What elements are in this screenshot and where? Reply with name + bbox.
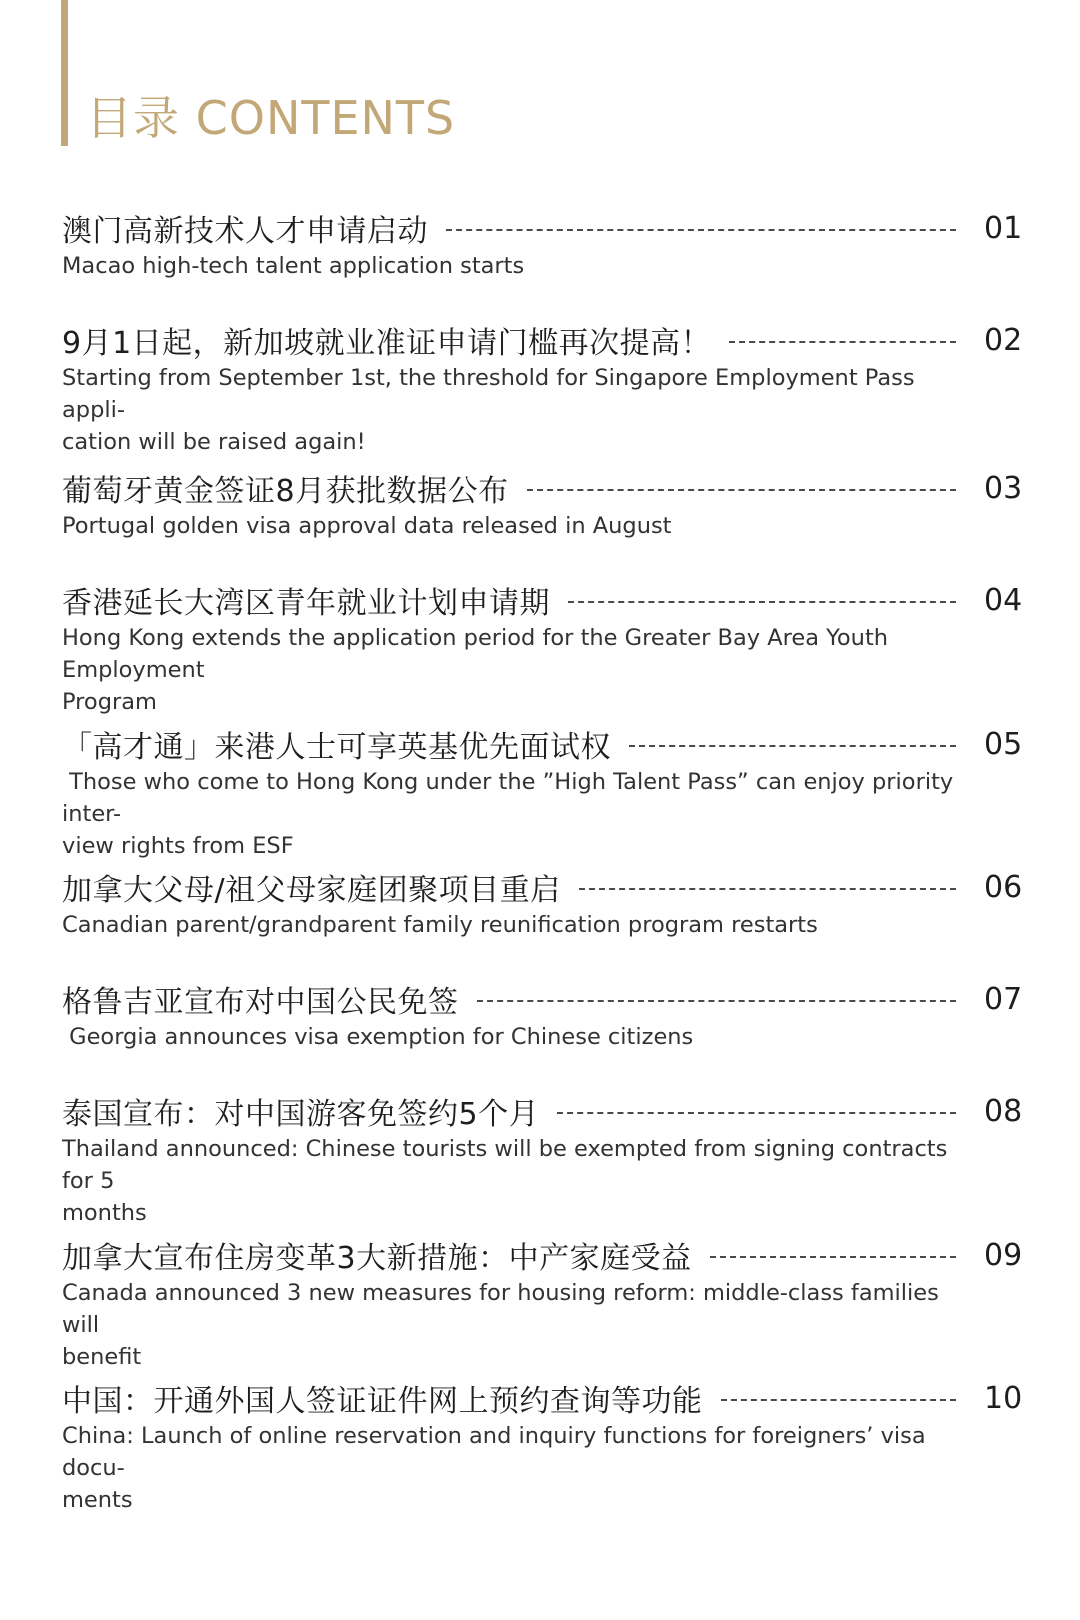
toc-entry-title-en: Canada announced 3 new measures for housing reform: middle-class families will benefit	[62, 1280, 939, 1370]
toc-entry-title-zh: 泰国宣布：对中国游客免签约5个月	[62, 1097, 540, 1132]
toc-page-number: 07	[984, 981, 1023, 1017]
toc-entry-title-zh: 格鲁吉亚宣布对中国公民免签	[62, 985, 459, 1020]
toc-entry-title-zh: 加拿大宣布住房变革3大新措施：中产家庭受益	[62, 1241, 692, 1276]
toc-entry-title-en: Macao high-tech talent application starts	[62, 253, 525, 279]
page-title: 目录 CONTENTS	[86, 91, 456, 145]
toc-entry-title-zh: 9月1日起，新加坡就业准证申请门槛再次提高！	[62, 326, 712, 361]
toc-entry-06[interactable]	[62, 865, 1024, 941]
toc-entry-04[interactable]	[62, 578, 1024, 718]
toc-page-number: 10	[984, 1380, 1023, 1416]
toc-entry-01[interactable]	[62, 206, 1024, 282]
toc-page-number: 09	[984, 1237, 1023, 1273]
toc-entry-title-zh: 葡萄牙黄金签证8月获批数据公布	[62, 474, 509, 509]
toc-entry-title-zh: 中国：开通外国人签证证件网上预约查询等功能	[62, 1384, 703, 1419]
toc-dotted-leader	[477, 1000, 957, 1002]
toc-entry-08[interactable]	[62, 1089, 1024, 1229]
toc-page-number: 08	[984, 1093, 1023, 1129]
toc-entry-02[interactable]	[62, 318, 1024, 458]
toc-entry-title-en: Those who come to Hong Kong under the ”High Talent Pass” can enjoy priority inter- view rights from ESF	[62, 769, 954, 859]
toc-dotted-leader	[579, 888, 956, 890]
toc-entry-title-zh: 加拿大父母/祖父母家庭团聚项目重启	[62, 873, 561, 908]
toc-page-number: 06	[984, 869, 1023, 905]
toc-entry-title-en: Starting from September 1st, the threshold for Singapore Employment Pass appli- cation will be raised again!	[62, 365, 915, 455]
toc-entry-09[interactable]	[62, 1233, 1024, 1373]
toc-page-number: 02	[984, 322, 1023, 358]
toc-page-number: 03	[984, 470, 1023, 506]
toc-entry-07[interactable]	[62, 977, 1024, 1053]
toc-dotted-leader	[729, 341, 956, 343]
toc-dotted-leader	[557, 1112, 956, 1114]
toc-entry-05[interactable]	[62, 722, 1024, 862]
toc-dotted-leader	[710, 1256, 956, 1258]
title-accent-bar	[61, 0, 68, 146]
toc-entry-title-en: Canadian parent/grandparent family reunification program restarts	[62, 912, 818, 938]
toc-entry-title-en: Georgia announces visa exemption for Chinese citizens	[62, 1024, 694, 1050]
toc-dotted-leader	[527, 489, 956, 491]
toc-dotted-leader	[568, 601, 956, 603]
toc-entry-title-zh: 澳门高新技术人才申请启动	[62, 214, 428, 249]
toc-entry-10[interactable]	[62, 1376, 1024, 1516]
toc-page-number: 04	[984, 582, 1023, 618]
toc-dotted-leader	[629, 745, 956, 747]
toc-dotted-leader	[446, 229, 956, 231]
toc-entry-title-zh: 「高才通」来港人士可享英基优先面试权	[62, 730, 611, 765]
toc-page-number: 01	[984, 210, 1023, 246]
toc-entry-title-en: Thailand announced: Chinese tourists will be exempted from signing contracts for 5 months	[62, 1136, 948, 1226]
toc-entry-title-en: Portugal golden visa approval data released in August	[62, 513, 672, 539]
toc-entry-03[interactable]	[62, 466, 1024, 542]
toc-entry-title-en: China: Launch of online reservation and inquiry functions for foreigners’ visa docu- ments	[62, 1423, 926, 1513]
toc-page-number: 05	[984, 726, 1023, 762]
toc-dotted-leader	[721, 1399, 957, 1401]
toc-entry-title-en: Hong Kong extends the application period for the Greater Bay Area Youth Employment Program	[62, 625, 889, 715]
toc-entry-title-zh: 香港延长大湾区青年就业计划申请期	[62, 586, 550, 621]
